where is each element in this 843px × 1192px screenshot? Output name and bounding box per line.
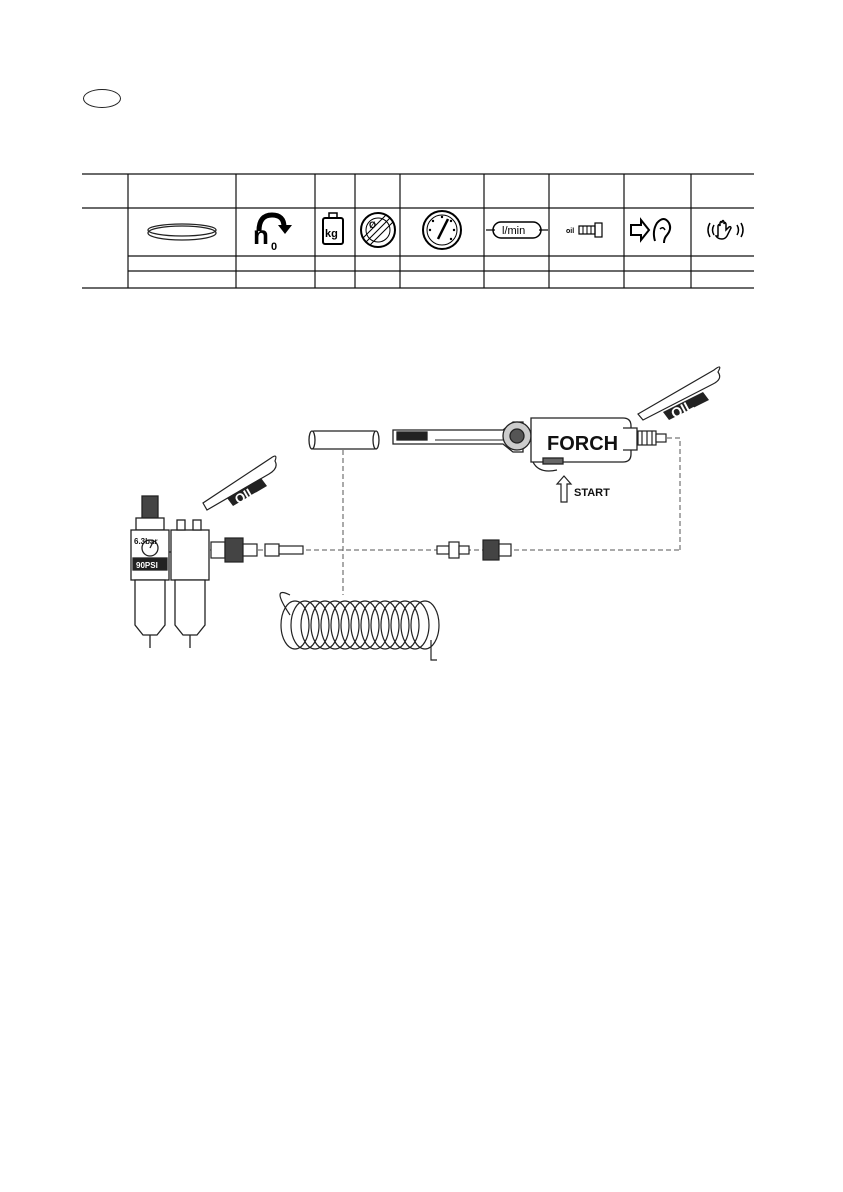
- quick-coupling-right: [483, 540, 511, 560]
- regulator-pressure-psi: 90PSI: [136, 561, 158, 570]
- hose-diameter-icon: [361, 213, 395, 247]
- quick-coupling-left: [211, 538, 257, 562]
- filter-regulator-unit: [131, 496, 209, 648]
- pressure-gauge-icon: [423, 211, 461, 249]
- vibration-hand-icon: [708, 221, 743, 240]
- start-label: START: [574, 487, 610, 499]
- quick-plug-right: [437, 542, 469, 558]
- air-connection-diagram: [115, 370, 745, 670]
- air-consumption-unit: l/min: [502, 225, 526, 237]
- brand-label: FORCH: [547, 433, 619, 455]
- sanding-belt-icon: [148, 224, 216, 240]
- weight-unit: kg: [325, 228, 338, 240]
- tool-air-inlet-fitting: [638, 431, 666, 445]
- language-badge: [83, 89, 121, 108]
- hose-label: Ø: [369, 220, 377, 230]
- quick-plug-left: [265, 544, 303, 556]
- regulator-pressure-bar: 6.3bar: [134, 537, 158, 546]
- noise-ear-icon: [631, 219, 670, 243]
- oil-label: oil: [566, 228, 575, 235]
- air-inlet-oil-icon: [566, 223, 602, 237]
- specification-table: [82, 173, 754, 289]
- start-arrow-icon: [557, 476, 571, 502]
- belt-sander-tool: [393, 418, 637, 471]
- oil-label-tool: OIL: [668, 396, 697, 422]
- weight-kg-icon: [323, 213, 343, 244]
- oil-label-unit: OIL: [232, 483, 259, 507]
- oil-bottle-tool-icon: [638, 367, 720, 422]
- idle-speed-n0-icon: [253, 215, 292, 253]
- hose-segment: [309, 431, 379, 449]
- speed-subscript: 0: [271, 241, 278, 253]
- air-consumption-l-min-icon: [486, 222, 548, 238]
- coiled-air-hose: [280, 593, 439, 661]
- oil-bottle-unit-icon: [203, 456, 276, 510]
- speed-symbol: n: [253, 220, 269, 250]
